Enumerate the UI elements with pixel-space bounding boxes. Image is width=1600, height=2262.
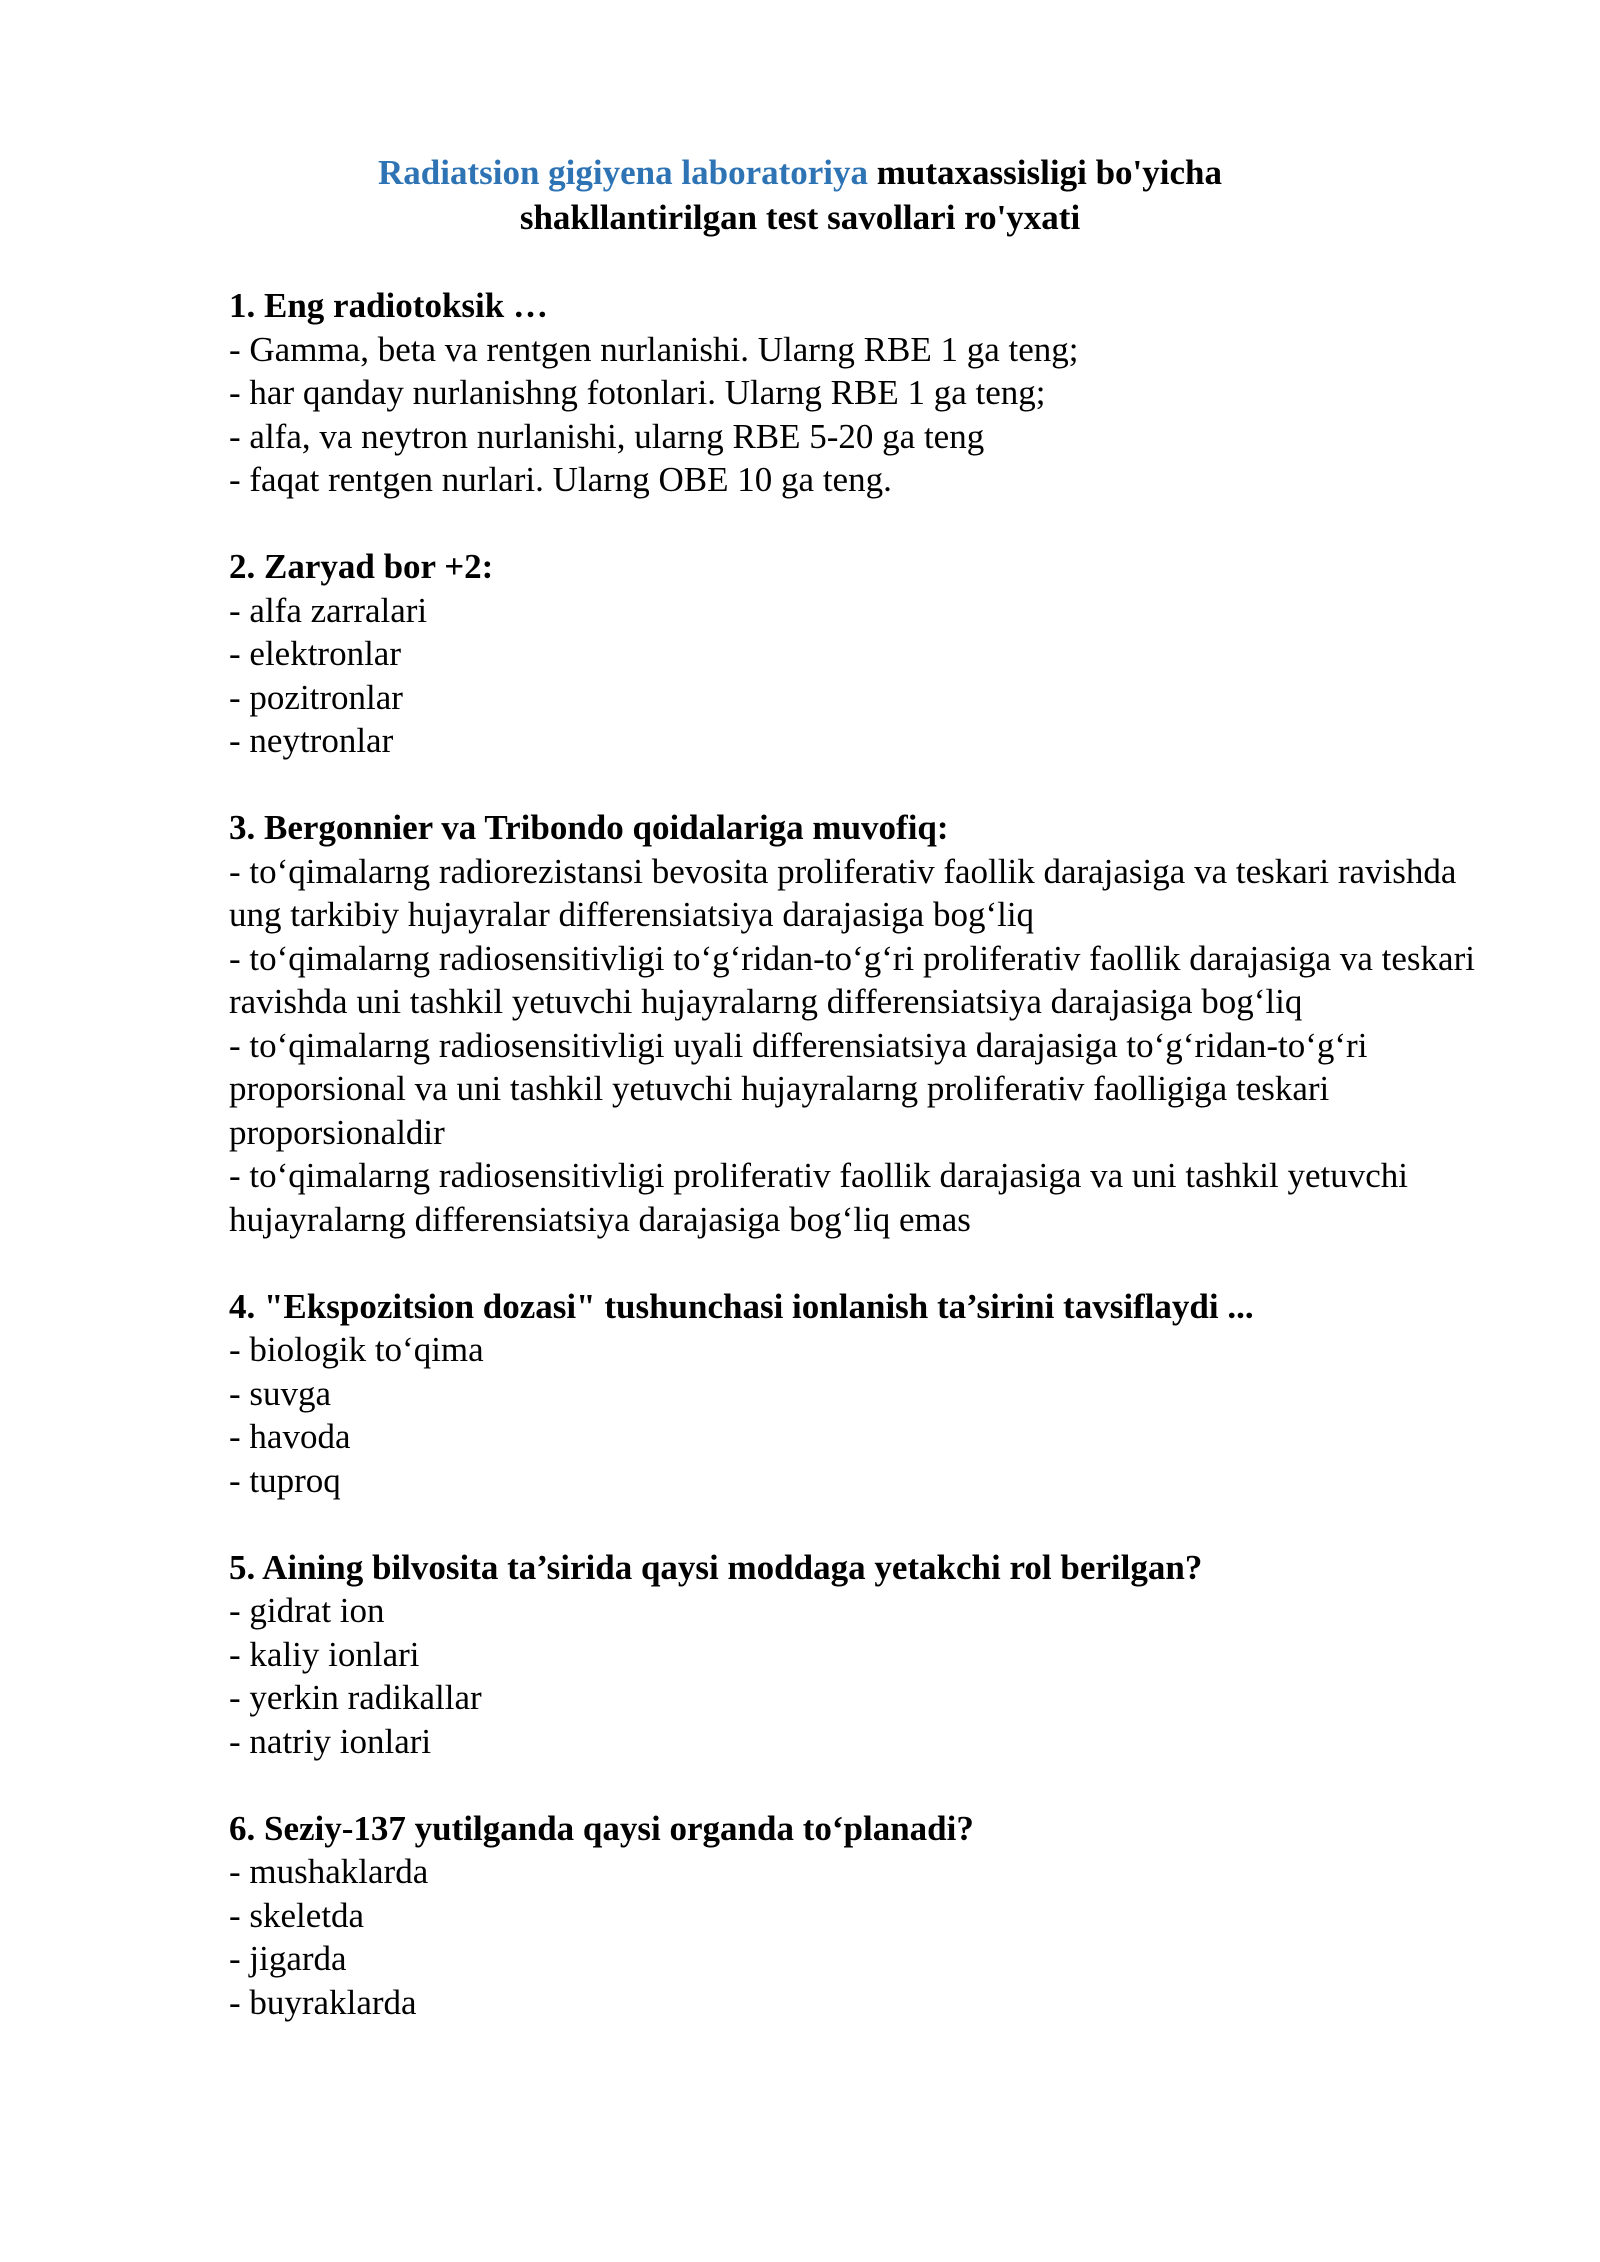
answer-option: - tuproq xyxy=(229,1460,341,1500)
title-line-1 xyxy=(0,150,1600,195)
answer-option: - faqat rentgen nurlari. Ularng OBE 10 ga teng. xyxy=(229,460,892,499)
question-heading: 3. Bergonnier va Tribondo qoidalariga muvofiq: xyxy=(229,808,949,847)
answer-option: - alfa zarralari xyxy=(229,590,428,630)
answer-option: - to‘qimalarng radiorezistansi bevosita proliferativ faollik darajasiga va teskari ravishda ung tarkibiy hujayralar differensiatsiya darajasiga bog‘liq xyxy=(229,851,1457,934)
answer-option: - mushaklarda xyxy=(229,1852,429,1891)
answer-option: - to‘qimalarng radiosensitivligi proliferativ faollik darajasiga va uni tashkil yetuvchi hujayralarng differensiatsiya darajasiga bog‘liq emas xyxy=(229,1156,1408,1239)
answer-option: - skeletda xyxy=(229,1895,365,1935)
answer-option: - to‘qimalarng radiosensitivligi to‘g‘ridan-to‘g‘ri proliferativ faollik darajasiga va teskari ravishda uni tashkil yetuvchi hujayralarng differensiatsiya darajasiga bog‘liq xyxy=(229,938,1475,1021)
answer-option: - kaliy ionlari xyxy=(229,1634,420,1674)
title-accent-text: Radiatsion gigiyena laboratoriya xyxy=(378,153,869,192)
question-heading: 2. Zaryad bor +2: xyxy=(229,547,494,586)
question-5 xyxy=(229,1546,1479,1764)
answer-option: - elektronlar xyxy=(229,634,401,673)
question-list xyxy=(229,284,1479,2068)
question-2 xyxy=(229,545,1479,763)
question-heading: 4. "Ekspozitsion dozasi" tushunchasi ionlanish ta’sirini tavsiflaydi ... xyxy=(229,1286,1254,1326)
answer-option: - buyraklarda xyxy=(229,1982,417,2022)
answer-option: - natriy ionlari xyxy=(229,1721,432,1761)
answer-option: - biologik to‘qima xyxy=(229,1330,484,1369)
question-3 xyxy=(229,806,1479,1241)
answer-option: - neytronlar xyxy=(229,721,394,760)
question-6 xyxy=(229,1807,1479,2025)
question-heading: 5. Aining bilvosita ta’sirida qaysi moddaga yetakchi rol berilgan? xyxy=(229,1547,1203,1587)
answer-option: - jigarda xyxy=(229,1939,347,1978)
answer-option: - suvga xyxy=(229,1373,332,1413)
answer-option: - alfa, va neytron nurlanishi, ularng RBE 5-20 ga teng xyxy=(229,416,985,456)
answer-option: - har qanday nurlanishng fotonlari. Ularng RBE 1 ga teng; xyxy=(229,373,1046,412)
answer-option: - yerkin radikallar xyxy=(229,1678,482,1717)
question-4 xyxy=(229,1285,1479,1503)
question-1 xyxy=(229,284,1479,502)
question-heading: 1. Eng radiotoksik … xyxy=(229,286,548,325)
title-rest-text: mutaxassisligi bo'yicha xyxy=(868,153,1222,192)
answer-option: - pozitronlar xyxy=(229,677,403,717)
answer-option: - Gamma, beta va rentgen nurlanishi. Ularng RBE 1 ga teng; xyxy=(229,329,1079,369)
answer-option: - gidrat ion xyxy=(229,1591,385,1630)
question-heading: 6. Seziy-137 yutilganda qaysi organda to‘planadi? xyxy=(229,1808,974,1848)
answer-option: - to‘qimalarng radiosensitivligi uyali differensiatsiya darajasiga to‘g‘ridan-to‘g‘ri proporsional va uni tashkil yetuvchi hujayralarng proliferativ faolligiga teskari proporsionaldir xyxy=(229,1025,1368,1152)
answer-option: - havoda xyxy=(229,1417,351,1456)
title-line-2: shakllantirilgan test savollari ro'yxati xyxy=(519,198,1081,237)
document-title xyxy=(0,150,1600,240)
